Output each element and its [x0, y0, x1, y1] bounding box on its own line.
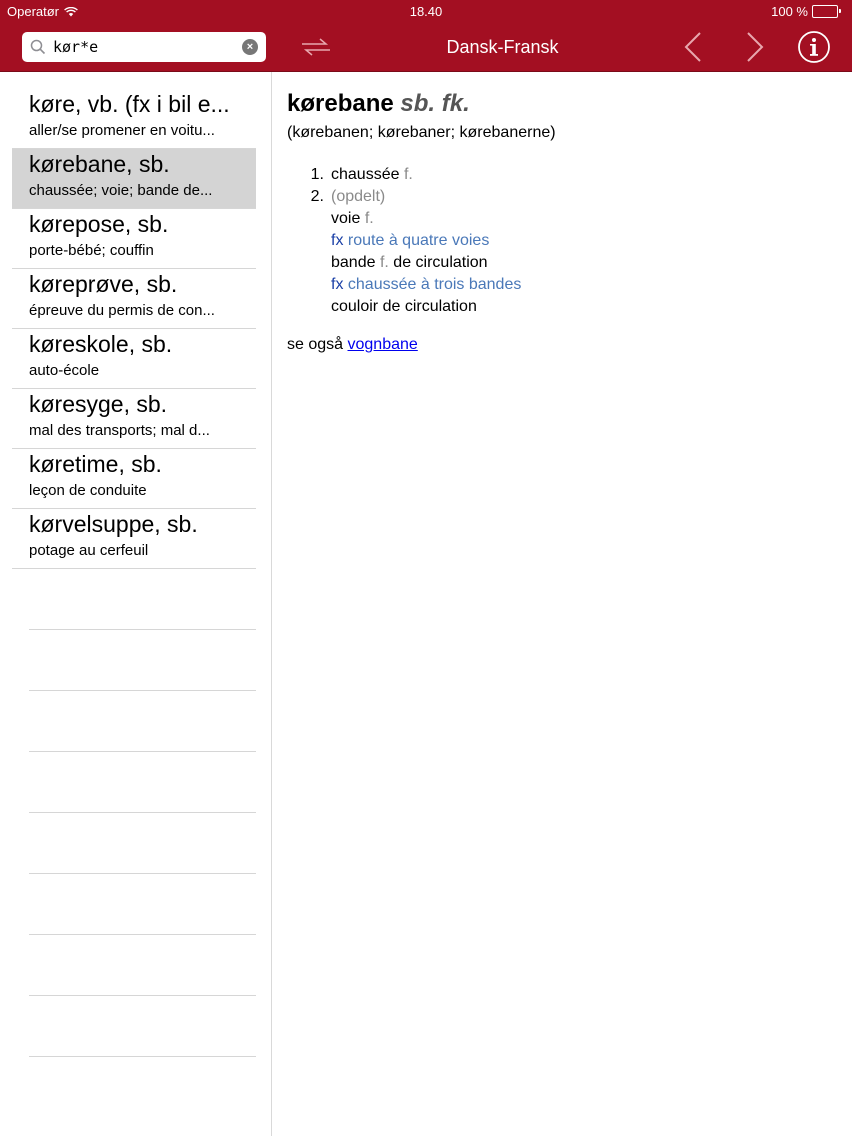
back-arrow-icon[interactable] — [682, 31, 706, 63]
empty-row — [29, 935, 256, 996]
empty-row — [29, 996, 256, 1057]
result-translation: chaussée; voie; bande de... — [29, 182, 213, 199]
sense-translation: chaussée — [331, 166, 400, 183]
sense-translation: bande — [331, 254, 376, 271]
empty-row — [29, 874, 256, 935]
result-headword: køreskole, sb. — [29, 331, 173, 357]
empty-row — [29, 752, 256, 813]
clear-search-icon[interactable]: × — [242, 39, 258, 55]
sense-translation-rest: de circulation — [393, 254, 488, 271]
sense-2 — [287, 186, 827, 318]
result-headword: køreprøve, sb. — [29, 271, 178, 297]
empty-row — [29, 813, 256, 874]
see-also-label: se også — [287, 336, 344, 353]
sense-note: (opdelt) — [331, 188, 386, 205]
result-row[interactable] — [12, 269, 256, 329]
result-row[interactable] — [12, 209, 256, 269]
result-translation: épreuve du permis de con... — [29, 302, 215, 319]
example-text: route à quatre voies — [347, 232, 490, 249]
result-translation: mal des transports; mal d... — [29, 422, 210, 439]
result-headword: kørvelsuppe, sb. — [29, 511, 198, 537]
status-right — [771, 4, 838, 19]
empty-row — [29, 569, 256, 630]
sense-1 — [287, 164, 827, 186]
result-translation: auto-école — [29, 362, 100, 379]
result-row[interactable] — [12, 389, 256, 449]
result-headword: kørebane, sb. — [29, 151, 170, 177]
see-also — [287, 336, 827, 354]
entry-headword: kørebane — [287, 90, 394, 117]
result-translation: leçon de conduite — [29, 482, 147, 499]
result-headword: køre, vb. (fx i bil e... — [29, 91, 230, 117]
example-marker: fx — [331, 232, 344, 249]
results-sidebar — [0, 72, 272, 1136]
clock: 18.40 — [409, 4, 443, 19]
result-row[interactable] — [12, 89, 256, 149]
nav-bar — [0, 22, 852, 72]
entry-pos: sb. fk. — [400, 90, 470, 117]
sense-translation: voie — [331, 210, 361, 227]
senses-list — [287, 164, 827, 318]
result-translation: aller/se promener en voitu... — [29, 122, 215, 139]
search-field[interactable] — [22, 32, 266, 62]
result-translation: porte-bébé; couffin — [29, 242, 154, 259]
example-text: chaussée à trois bandes — [347, 276, 522, 293]
result-row[interactable] — [12, 449, 256, 509]
sense-line — [331, 296, 827, 318]
sense-body — [331, 164, 827, 186]
entry-forms: (kørebanen; kørebaner; kørebanerne) — [287, 124, 556, 141]
result-headword: køresyge, sb. — [29, 391, 168, 417]
sense-translation: couloir de circulation — [331, 298, 477, 315]
see-also-link[interactable]: vognbane — [347, 336, 418, 353]
sense-gender: f. — [364, 210, 374, 227]
battery-percent: 100 % — [771, 4, 808, 19]
swap-direction-icon[interactable] — [298, 36, 334, 58]
empty-row — [29, 691, 256, 752]
sense-body — [331, 186, 827, 318]
result-headword: køretime, sb. — [29, 451, 162, 477]
info-icon[interactable] — [797, 30, 831, 64]
carrier-label: Operatør — [7, 4, 60, 19]
result-translation: potage au cerfeuil — [29, 542, 149, 559]
search-icon — [30, 39, 46, 55]
example-marker: fx — [331, 276, 344, 293]
result-headword: kørepose, sb. — [29, 211, 169, 237]
search-input[interactable] — [53, 36, 243, 58]
battery-icon — [812, 5, 838, 18]
forward-arrow-icon[interactable] — [742, 31, 766, 63]
status-bar — [0, 0, 852, 22]
results-list — [12, 89, 256, 1057]
sense-line — [331, 252, 827, 274]
sense-gender: f. — [403, 166, 413, 183]
sense-number: 1. — [310, 166, 324, 183]
empty-row — [29, 630, 256, 691]
entry-panel — [287, 90, 827, 354]
result-row[interactable] — [12, 329, 256, 389]
sense-line — [331, 208, 827, 230]
sense-gender: f. — [379, 254, 389, 271]
sense-number: 2. — [310, 188, 324, 205]
result-row[interactable] — [12, 509, 256, 569]
entry-heading — [287, 90, 827, 118]
result-row-selected[interactable] — [12, 149, 256, 209]
example-line — [331, 274, 827, 296]
example-line — [331, 230, 827, 252]
dictionary-title: Dansk-Fransk — [446, 37, 559, 57]
